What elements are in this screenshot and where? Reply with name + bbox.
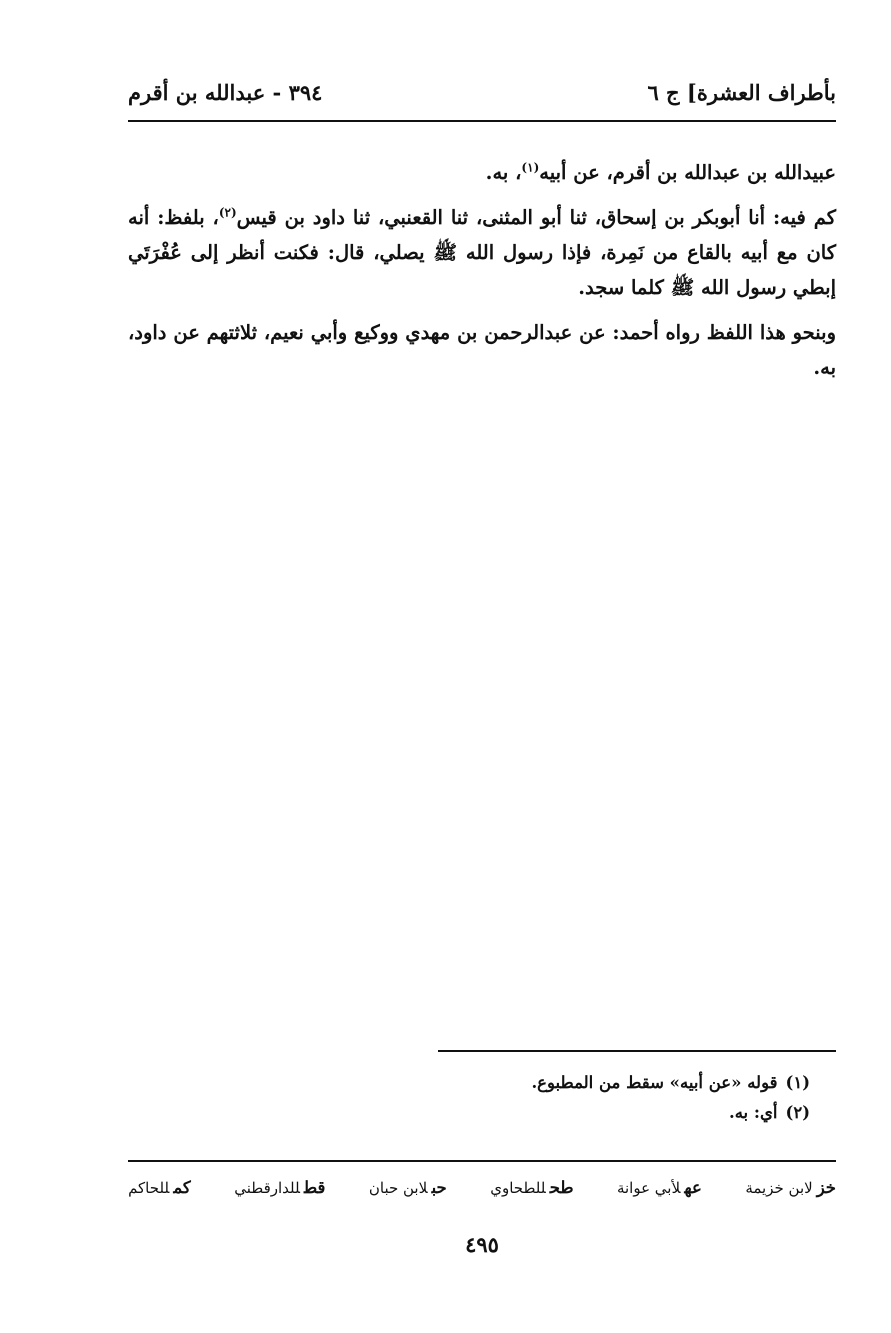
abbreviations-rule [128,1160,836,1162]
page-number: ٤٩٥ [465,1232,499,1257]
footnote-text: أي: به. [728,1103,778,1122]
paragraph-1 [128,155,836,190]
footnote-item [438,1068,810,1098]
abbreviations-key [128,1178,836,1197]
abbreviation-item: حبلابن حبان [368,1178,447,1197]
footnote-number: (١) [785,1073,810,1092]
header-rule [128,120,836,122]
running-head [128,72,836,112]
main-text [128,155,836,395]
paragraph-3: وبنحو هذا اللفظ رواه أحمد: عن عبدالرحمن بن مهدي ووكيع وأبي نعيم، ثلاثتهم عن داود، به. [128,321,836,379]
paragraph-2-tail: ، بلفظ: أنه كان مع أبيه بالقاع من نَمِرة، فإذا رسول الله ﷺ يصلي، قال: فكنت أنظر إلى عُفْرَتَي إبطي رسول الله ﷺ كلما سجد. [128,206,836,299]
footnote-ref-2: (٢) [218,205,237,220]
book-title: بأطراف العشرة] ج ٦ [647,79,836,105]
paragraph-2 [128,200,836,305]
abbreviation-item: قطللدارقطني [234,1178,326,1197]
abbreviation-item: خزلابن خزيمة [745,1178,836,1197]
abbreviation-item: طحللطحاوي [490,1178,574,1197]
footnote-rule [438,1050,836,1052]
footnotes [438,1068,810,1128]
footnote-number: (٢) [785,1103,810,1122]
paragraph-1-text: عبيدالله بن عبدالله بن أقرم، عن أبيه [539,161,836,184]
footnote-item [438,1098,810,1128]
paragraph-2-lead: كم فيه: أنا أبوبكر بن إسحاق، ثنا أبو المثنى، ثنا القعنبي، ثنا داود بن قيس [236,206,836,229]
abbreviation-item: كمللحاكم [128,1178,191,1197]
paragraph-1-tail: ، به. [485,161,522,184]
entry-title: ٣٩٤ - عبدالله بن أقرم [128,79,323,105]
footnote-text: قوله «عن أبيه» سقط من المطبوع. [531,1073,778,1092]
footnote-ref-1: (١) [521,160,540,175]
abbreviation-item: عهلأبي عوانة [616,1178,702,1197]
